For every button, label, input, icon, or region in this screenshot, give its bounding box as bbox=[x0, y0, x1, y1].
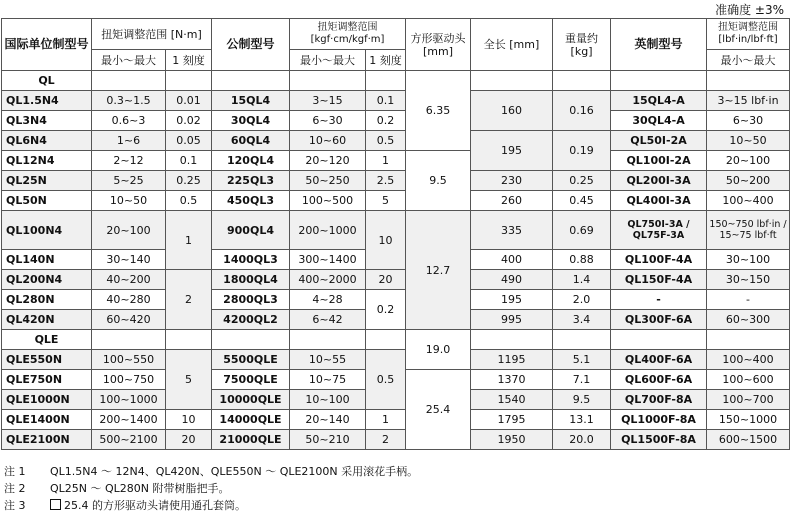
header-torque-nm: 扭矩调整范围 [N·m] bbox=[92, 19, 212, 50]
table-row: QL1.5N4 0.3~1.5 0.01 15QL4 3~15 0.1 160 0.16 15QL4-A 3~15 lbf·in bbox=[2, 91, 790, 111]
length-cell: 1195 bbox=[471, 350, 553, 370]
weight-cell: 0.45 bbox=[553, 191, 611, 211]
header-metric-model: 公制型号 bbox=[212, 19, 290, 71]
specification-table bbox=[1, 18, 790, 450]
drive-cell: 9.5 bbox=[406, 151, 471, 211]
weight-cell: 0.16 bbox=[553, 91, 611, 131]
weight-cell: 2.0 bbox=[553, 290, 611, 310]
weight-cell: 13.1 bbox=[553, 410, 611, 430]
weight-cell: 1.4 bbox=[553, 270, 611, 290]
drive-cell: 19.0 bbox=[406, 330, 471, 370]
length-cell: 160 bbox=[471, 91, 553, 131]
note-2: 注 2 QL25N ～ QL280N 附带树脂把手。 bbox=[4, 482, 230, 495]
table-row: QLE750N 100~750 7500QLE 10~75 25.4 1370 7.1 QL600F-6A 100~600 bbox=[2, 370, 790, 390]
table-row: QL12N4 2~12 0.1 120QL4 20~120 1 9.5 QL100I-2A 20~100 bbox=[2, 151, 790, 171]
table-row: QLE1000N 100~1000 10000QLE 10~100 1540 9.5 QL700F-8A 100~700 bbox=[2, 390, 790, 410]
header-minmax: 最小～最大 bbox=[290, 50, 366, 71]
drive-cell: 12.7 bbox=[406, 211, 471, 330]
table-row: QL50N 10~50 0.5 450QL3 100~500 5 260 0.45 QL400I-3A 100~400 bbox=[2, 191, 790, 211]
section-ql: QL bbox=[2, 71, 92, 91]
table-row: QLE2100N 500~2100 20 21000QLE 50~210 2 1950 20.0 QL1500F-8A 600~1500 bbox=[2, 430, 790, 450]
length-cell: 490 bbox=[471, 270, 553, 290]
length-cell: 260 bbox=[471, 191, 553, 211]
header-square-drive: 方形驱动头 [mm] bbox=[406, 19, 471, 71]
weight-cell: 0.25 bbox=[553, 171, 611, 191]
header-increment: 1 刻度 bbox=[166, 50, 212, 71]
table-row: QL280N 40~280 2800QL3 4~28 0.2 195 2.0 - - bbox=[2, 290, 790, 310]
header-imperial-model: 英制型号 bbox=[611, 19, 707, 71]
header-weight: 重量约 [kg] bbox=[553, 19, 611, 71]
length-cell: 195 bbox=[471, 290, 553, 310]
drive-cell: 6.35 bbox=[406, 71, 471, 151]
header-increment: 1 刻度 bbox=[366, 50, 406, 71]
note-3: 注 3 25.4 的方形驱动头请使用通孔套筒。 bbox=[4, 499, 246, 512]
length-cell: 230 bbox=[471, 171, 553, 191]
weight-cell: 0.69 bbox=[553, 211, 611, 250]
drive-cell: 25.4 bbox=[406, 370, 471, 450]
weight-cell: 0.19 bbox=[553, 131, 611, 171]
header-length: 全长 [mm] bbox=[471, 19, 553, 71]
length-cell: 1950 bbox=[471, 430, 553, 450]
table-row: QL25N 5~25 0.25 225QL3 50~250 2.5 230 0.25 QL200I-3A 50~200 bbox=[2, 171, 790, 191]
table-row: QL420N 60~420 4200QL2 6~42 995 3.4 QL300F-6A 60~300 bbox=[2, 310, 790, 330]
length-cell: 195 bbox=[471, 131, 553, 171]
weight-cell: 5.1 bbox=[553, 350, 611, 370]
weight-cell: 7.1 bbox=[553, 370, 611, 390]
note-1: 注 1 QL1.5N4 ～ 12N4、QL420N、QLE550N ～ QLE2100N 采用滚花手柄。 bbox=[4, 465, 419, 478]
square-drive-icon bbox=[50, 499, 61, 510]
table-row: QL140N 30~140 1400QL3 300~1400 400 0.88 QL100F-4A 30~100 bbox=[2, 250, 790, 270]
header-minmax: 最小～最大 bbox=[707, 50, 790, 71]
header-torque-kgf: 扭矩调整范围 [kgf·cm/kgf·m] bbox=[290, 19, 406, 50]
length-cell: 335 bbox=[471, 211, 553, 250]
length-cell: 400 bbox=[471, 250, 553, 270]
table-row: QLE550N 100~550 5 5500QLE 10~55 0.5 1195 5.1 QL400F-6A 100~400 bbox=[2, 350, 790, 370]
weight-cell: 3.4 bbox=[553, 310, 611, 330]
header-intl-model: 国际单位制型号 bbox=[2, 19, 92, 71]
weight-cell: 20.0 bbox=[553, 430, 611, 450]
section-qle: QLE bbox=[2, 330, 92, 350]
notes bbox=[4, 463, 418, 514]
weight-cell: 9.5 bbox=[553, 390, 611, 410]
header-minmax: 最小～最大 bbox=[92, 50, 166, 71]
table-row: QL200N4 40~200 2 1800QL4 400~2000 20 490 1.4 QL150F-4A 30~150 bbox=[2, 270, 790, 290]
length-cell: 995 bbox=[471, 310, 553, 330]
table-row: QL6N4 1~6 0.05 60QL4 10~60 0.5 195 0.19 QL50I-2A 10~50 bbox=[2, 131, 790, 151]
table-row: QL100N4 20~100 1 900QL4 200~1000 10 12.7 335 0.69 QL750I-3A / QL75F-3A 150~750 lbf·in / 15~75 lbf·ft bbox=[2, 211, 790, 250]
accuracy-note: 准确度 ±3% bbox=[715, 3, 784, 17]
length-cell: 1795 bbox=[471, 410, 553, 430]
length-cell: 1540 bbox=[471, 390, 553, 410]
length-cell: 1370 bbox=[471, 370, 553, 390]
header-torque-lbf: 扭矩调整范围 [lbf·in/lbf·ft] bbox=[707, 19, 790, 50]
weight-cell: 0.88 bbox=[553, 250, 611, 270]
table-row: QL3N4 0.6~3 0.02 30QL4 6~30 0.2 30QL4-A 6~30 bbox=[2, 111, 790, 131]
table-row: QLE1400N 200~1400 10 14000QLE 20~140 1 1795 13.1 QL1000F-8A 150~1000 bbox=[2, 410, 790, 430]
